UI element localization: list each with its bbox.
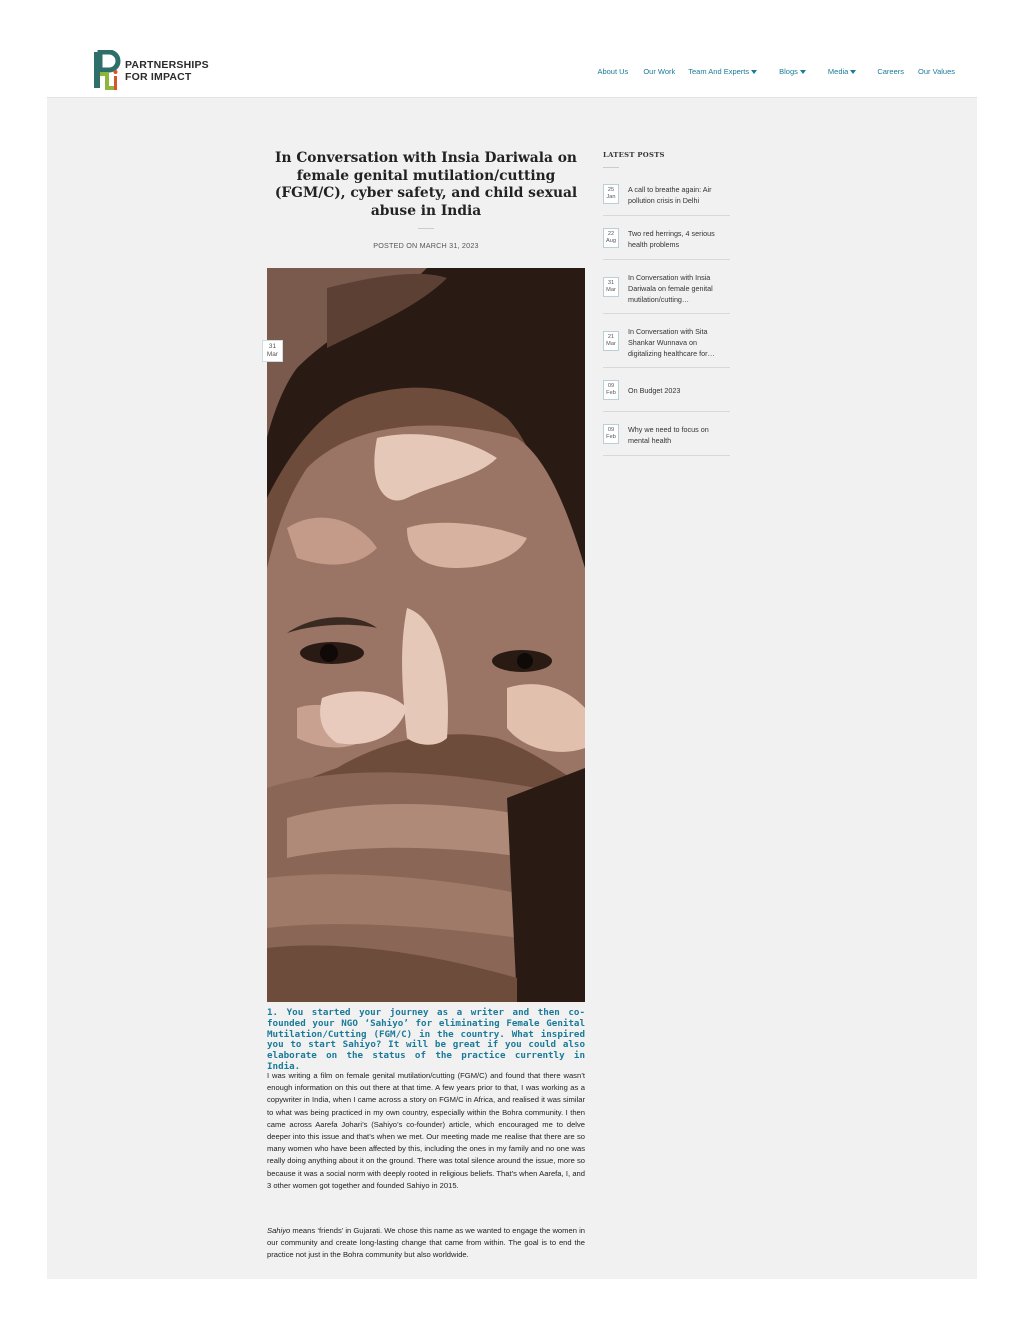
- post-link[interactable]: In Conversation with Sita Shankar Wunnava on digitalizing healthcare for…: [628, 327, 715, 358]
- nav-media[interactable]: [828, 67, 856, 76]
- post-month: Aug: [606, 237, 616, 244]
- logo-line-1: PARTNERSHIPS: [125, 59, 209, 71]
- latest-post-item[interactable]: [603, 178, 730, 216]
- answer-paragraph: [267, 1225, 585, 1262]
- nav-label: Our Work: [643, 67, 676, 76]
- post-month: Mar: [606, 340, 616, 347]
- post-link[interactable]: Why we need to focus on mental health: [628, 425, 709, 445]
- main-nav: [597, 67, 955, 76]
- post-month: Jan: [606, 193, 616, 200]
- nav-label: Our Values: [918, 67, 955, 76]
- nav-label: Media: [827, 67, 849, 76]
- emphasis-text: Sahiyo: [267, 1226, 291, 1235]
- post-date: [603, 228, 619, 248]
- chevron-down-icon: [800, 70, 806, 74]
- featured-image: [267, 268, 585, 1002]
- latest-post-item[interactable]: [603, 374, 730, 412]
- latest-post-item[interactable]: [603, 266, 730, 314]
- nav-our-work[interactable]: [643, 67, 675, 76]
- post-day: 22: [607, 231, 615, 237]
- nav-careers[interactable]: [877, 67, 904, 76]
- post-day: 25: [607, 187, 615, 193]
- chevron-down-icon: [850, 70, 856, 74]
- post-link[interactable]: Two red herrings, 4 serious health problems: [628, 229, 715, 249]
- nav-label: Team And Experts: [688, 67, 750, 76]
- latest-post-item[interactable]: [603, 222, 730, 260]
- sidebar-divider: [603, 167, 619, 168]
- post-month: Feb: [606, 389, 616, 396]
- post-date: [603, 331, 619, 351]
- article-title: In Conversation with Insia Dariwala on female genital mutilation/cutting (FGM/C), cyber safety, and child sexual abuse in India: [274, 150, 578, 220]
- post-link[interactable]: A call to breathe again: Air pollution crisis in Delhi: [628, 185, 712, 205]
- sidebar-title: LATEST POSTS: [603, 151, 665, 159]
- post-day: 31: [607, 280, 615, 286]
- badge-month: Mar: [266, 351, 279, 358]
- post-link[interactable]: In Conversation with Insia Dariwala on female genital mutilation/cutting…: [628, 273, 713, 304]
- post-day: 21: [607, 334, 615, 340]
- post-date: [603, 184, 619, 204]
- post-link[interactable]: On Budget 2023: [628, 386, 681, 395]
- post-date: [603, 424, 619, 444]
- post-date: [603, 277, 619, 297]
- latest-post-item[interactable]: [603, 418, 730, 456]
- nav-our-values[interactable]: [918, 67, 955, 76]
- post-date: [603, 380, 619, 400]
- nav-label: Careers: [877, 67, 905, 76]
- nav-label: About Us: [597, 67, 629, 76]
- post-day: 09: [607, 427, 615, 433]
- posted-date: POSTED ON MARCH 31, 2023: [373, 241, 479, 250]
- post-day: 09: [607, 383, 615, 389]
- post-date-badge: [262, 340, 283, 362]
- nav-about-us[interactable]: [597, 67, 628, 76]
- chevron-down-icon: [751, 70, 757, 74]
- nav-blogs[interactable]: [779, 67, 806, 76]
- interview-question: 1. You started your journey as a writer and then co-founded your NGO ‘Sahiyo’ for eliminating Female Genital Mutilation/Cutting (FGM/C) in the country. What inspired you to start Sahiyo? It will be great if you could also elaborate on the status of the practice currently in India.: [267, 1007, 585, 1072]
- nav-team-and-experts[interactable]: [688, 67, 757, 76]
- nav-label: Blogs: [779, 67, 798, 76]
- title-divider: [418, 228, 434, 229]
- latest-post-item[interactable]: [603, 320, 730, 368]
- paragraph-text: means ‘friends’ in Gujarati. We chose this name as we wanted to engage the women in our community and create long-lasting change that came from within. The goal is to end the practice not just in the Bohra community but also worldwide.: [267, 1226, 585, 1260]
- post-month: Mar: [606, 286, 616, 293]
- site-header: [47, 40, 977, 97]
- logo-line-2: FOR IMPACT: [125, 71, 192, 83]
- answer-paragraph: I was writing a film on female genital mutilation/cutting (FGM/C) and found that there wasn’t enough information on this out there at that time. A few years prior to that, I was working as a copywriter in India, when I came across a story on FGM/C in Africa, and realised it was similar to what was being practiced in my own country, especially within the Bohra community. I then came across Aarefa Johari’s (Sahiyo’s co-founder) article, which encouraged me to delve deeper into this issue and that’s when we met. Our meeting made me realise that there are so many women who have been affected by this, including the ones in my family and no one was really doing anything about it on the ground. There was total silence around the issue, more so because it was a social norm with deeply rooted in religious beliefs. That’s when Aarefa, I, and 3 other women got together and founded Sahiyo in 2015.: [267, 1071, 585, 1190]
- logo-text: [125, 59, 209, 83]
- site-logo[interactable]: [93, 50, 209, 92]
- badge-day: 31: [268, 343, 277, 350]
- post-month: Feb: [606, 433, 616, 440]
- pfi-logo-icon: [93, 50, 121, 92]
